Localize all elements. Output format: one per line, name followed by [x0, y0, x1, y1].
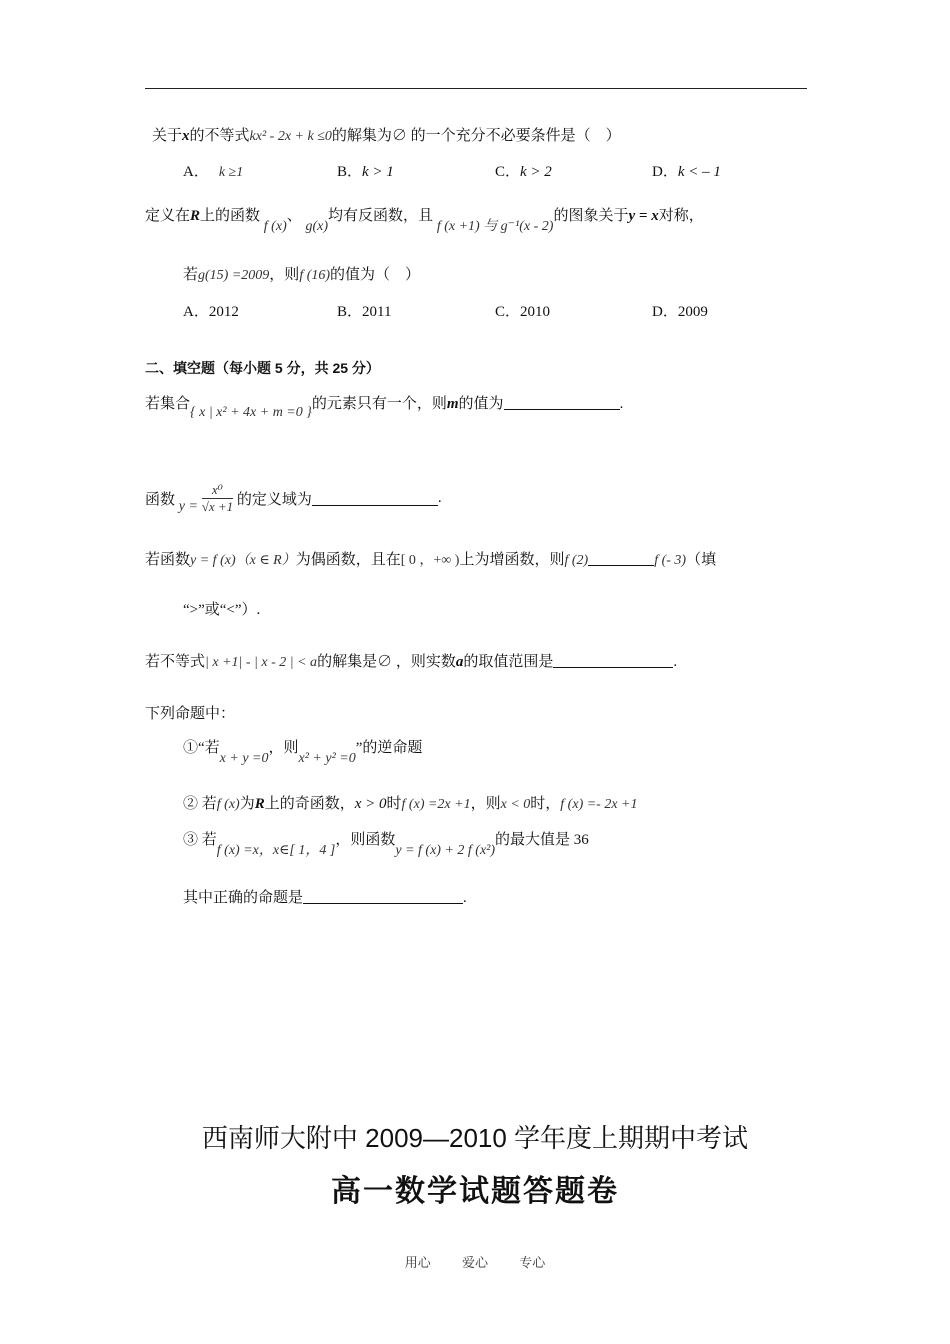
q1-option-d: D．k < – 1	[652, 164, 721, 180]
q1-option-c: C．k > 2	[495, 164, 552, 180]
q5-answer-blank[interactable]	[588, 551, 654, 566]
q2-stem-line1: 定义在R上的函数 f (x)、 g(x)均有反函数，且 f (x +1) 与 g⁻¹(x - 2)的图象关于y = x对称，	[145, 208, 704, 234]
answer-sheet-title: 高一数学试题答题卷	[331, 1175, 619, 1208]
q3-stem: 若集合{ x | x² + 4x + m =0 }的元素只有一个，则m的值为 .	[145, 396, 624, 420]
footer-item: 用心	[404, 1255, 431, 1270]
q6-stem: 若不等式| x +1| - | x - 2 | < a的解集是∅ ，则实数a的取值范围是 .	[145, 654, 678, 670]
q2-option-b: B．2011	[337, 304, 392, 320]
q7-intro: 下列命题中：	[145, 706, 236, 722]
q4-answer-blank[interactable]	[312, 491, 438, 506]
footer-item: 专心	[519, 1255, 546, 1270]
q4-stem: 函数 y = $\frac{\text{x⁰}}{√x +1}$ 的定义域为 .	[145, 482, 442, 514]
q2-option-a: A．2012	[183, 304, 239, 320]
q1-stem: 关于x的不等式kx² - 2x + k ≤0的解集为∅ 的一个充分不必要条件是（ ）	[152, 128, 621, 144]
header-rule	[145, 88, 807, 89]
page-footer	[0, 1252, 950, 1271]
section-fill-in-heading: 二、填空题（每小题 5 分，共 25 分）	[145, 360, 380, 376]
q7-answer-blank[interactable]	[303, 889, 463, 904]
q5-stem-line1: 若函数y = f (x)（x ∈ R）为偶函数，且在[ 0 ，+∞ )上为增函数，则f (2) f (- 3)（填	[145, 552, 717, 568]
q7-proposition-1: ①“若x + y =0，则x² + y² =0”的逆命题	[183, 740, 423, 766]
q7-proposition-2: ② 若f (x)为R上的奇函数，x > 0时f (x) =2x +1，则x < 0时，f (x) =- 2x +1	[183, 796, 638, 812]
q2-stem-line2: 若g(15) =2009，则f (16)的值为（ ）	[183, 267, 421, 283]
q1-option-a: A． k ≥1	[183, 164, 244, 180]
footer-item: 爱心	[461, 1255, 488, 1270]
q3-answer-blank[interactable]	[504, 395, 620, 410]
q7-conclusion: 其中正确的命题是 .	[183, 890, 467, 906]
exam-title: 西南师大附中 2009—2010 学年度上期期中考试	[201, 1123, 749, 1153]
q2-option-c: C．2010	[495, 304, 551, 320]
q7-proposition-3: ③ 若f (x) =x，x∈[ 1，4 ]，则函数y = f (x) + 2 f (x²)的最大值是 36	[183, 832, 589, 858]
q4-fraction: $\frac{\text{x⁰}}{√x +1}$	[201, 482, 234, 514]
q1-option-b: B．k > 1	[337, 164, 394, 180]
q5-stem-line2: “>”或“<”）.	[183, 602, 261, 618]
q6-answer-blank[interactable]	[553, 653, 673, 668]
q2-option-d: D．2009	[652, 304, 708, 320]
